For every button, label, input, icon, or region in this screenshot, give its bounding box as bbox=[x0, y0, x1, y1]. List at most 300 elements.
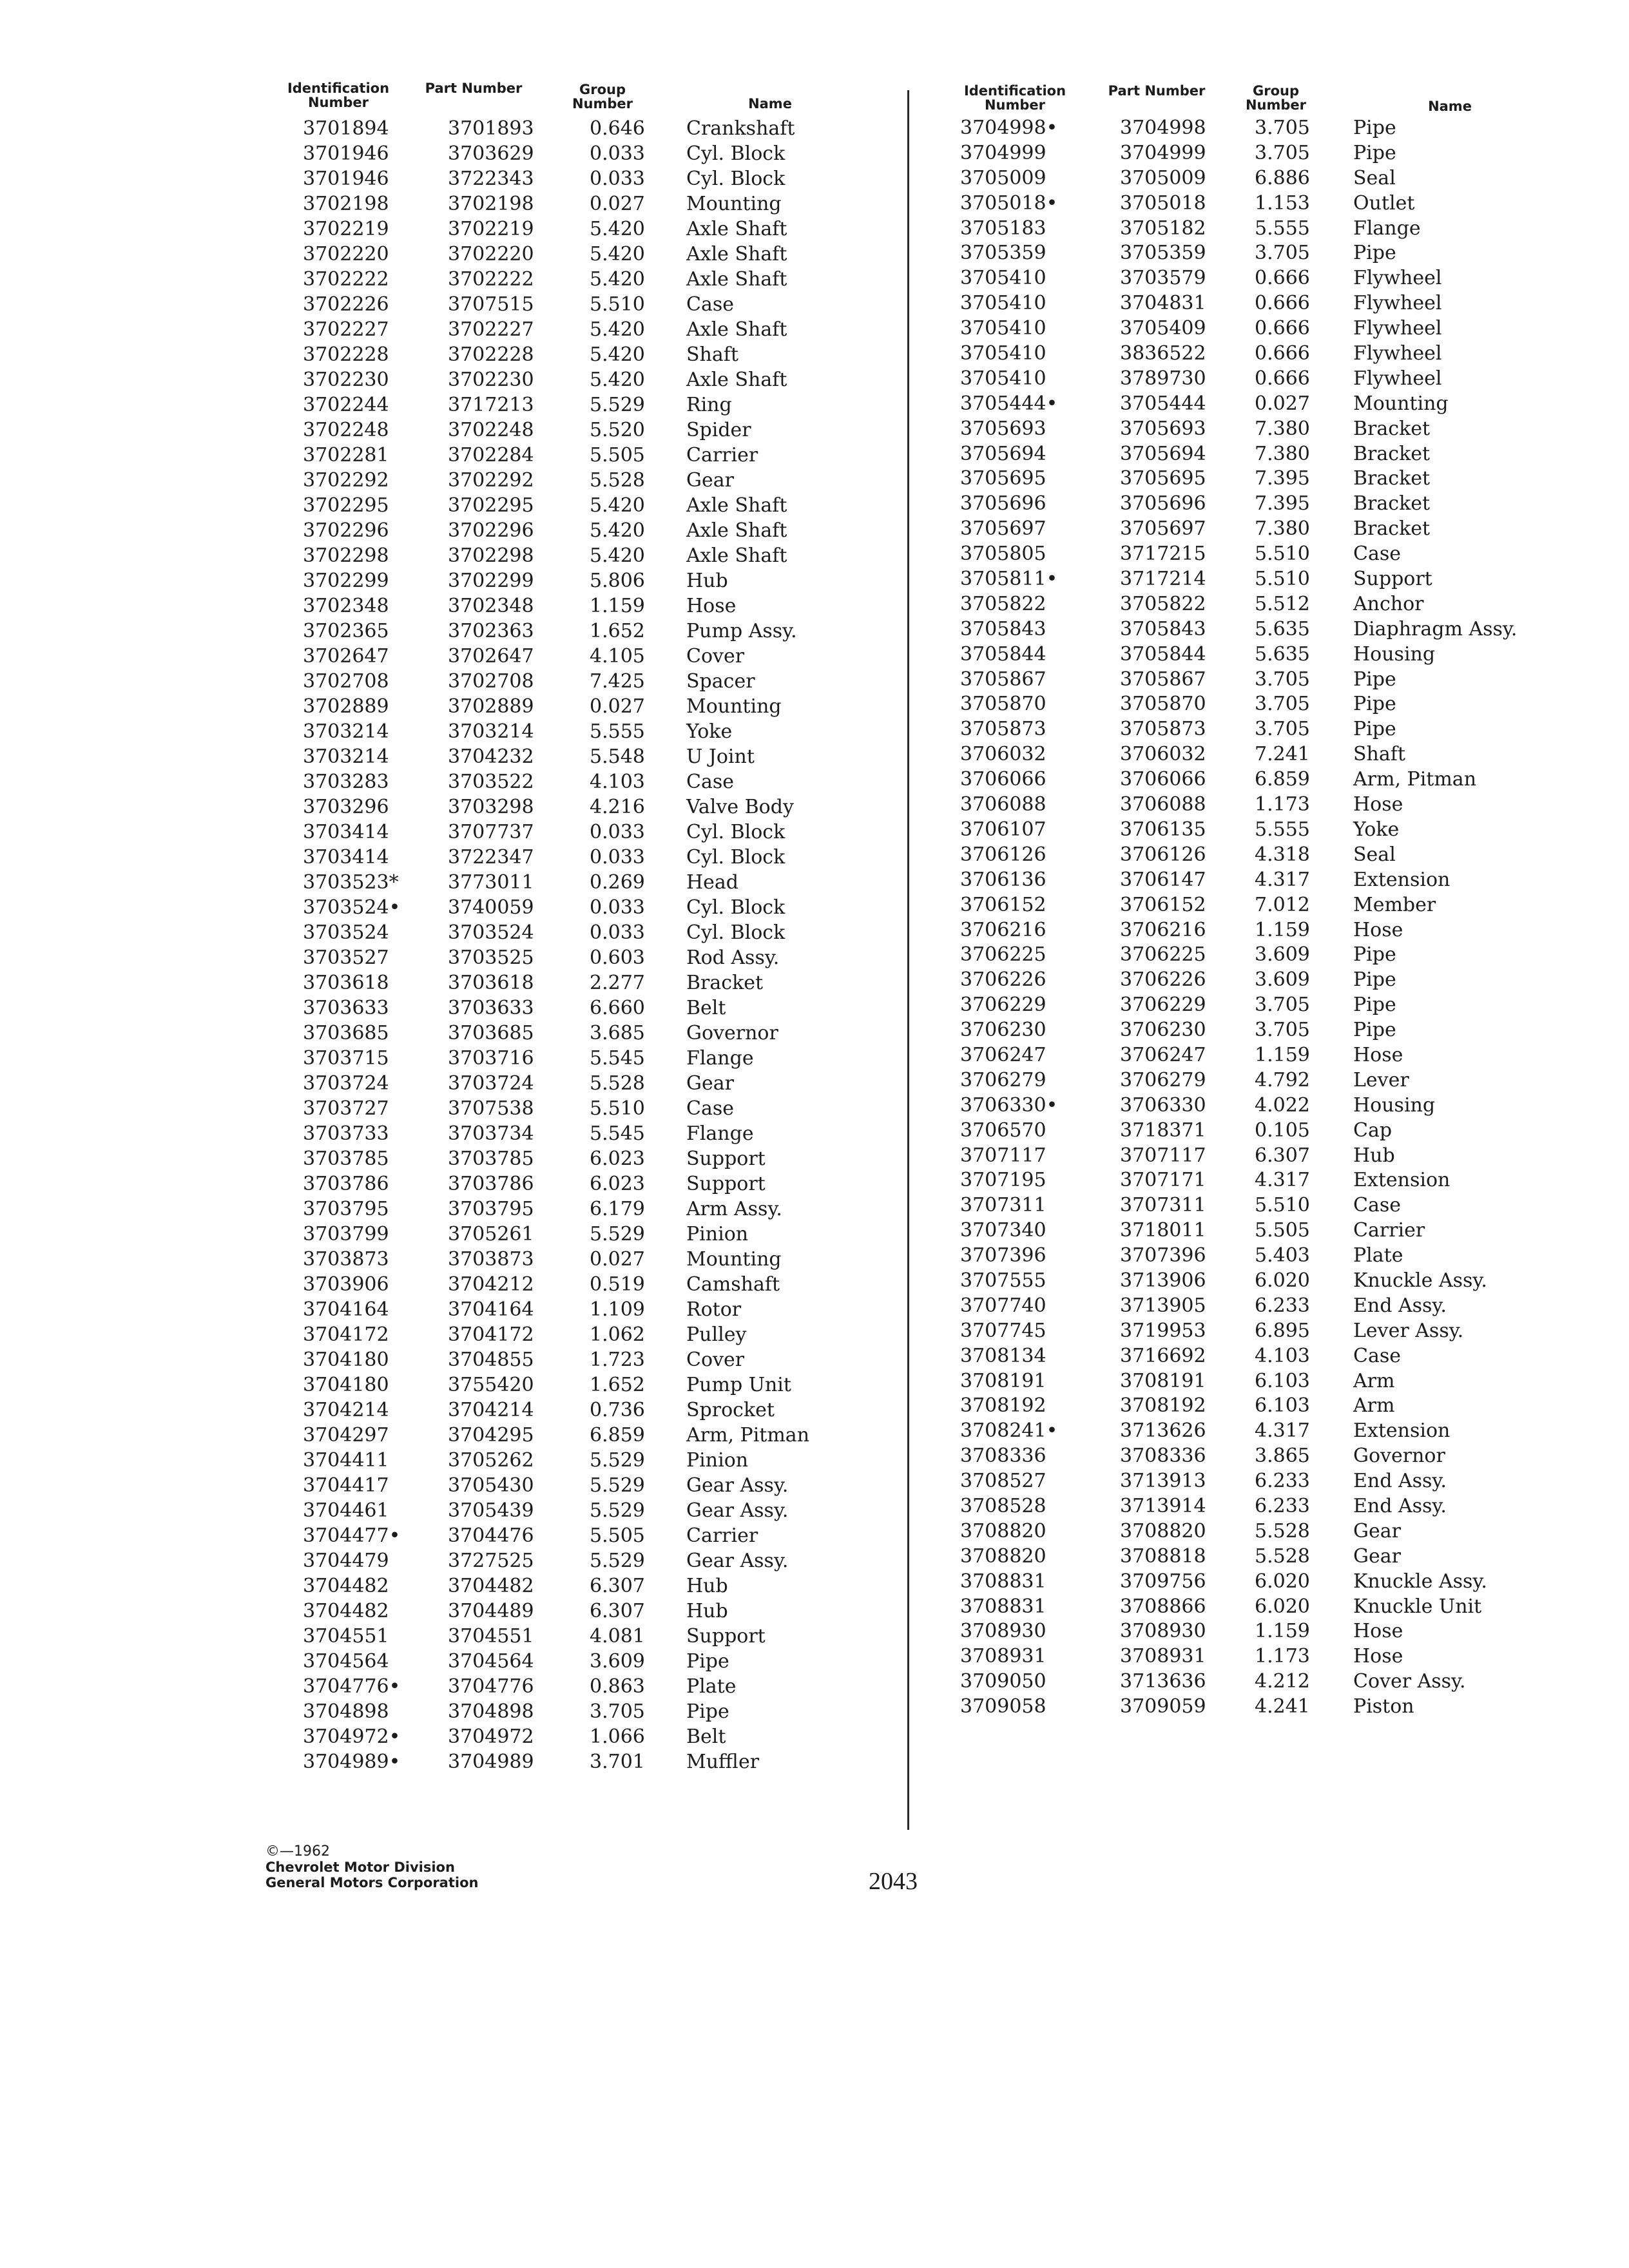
part-number-cell: 3703785 bbox=[448, 1148, 534, 1170]
table-row bbox=[941, 567, 1540, 592]
name-cell: Carrier bbox=[686, 1524, 758, 1547]
part-number-cell: 3706330 bbox=[1120, 1093, 1206, 1117]
table-row bbox=[274, 593, 883, 619]
column-divider bbox=[907, 90, 909, 1830]
name-cell: Pinion bbox=[686, 1449, 749, 1472]
name-cell: Cap bbox=[1353, 1119, 1393, 1142]
group-number-cell: 6.895 bbox=[1255, 1319, 1310, 1342]
identification-number-cell: 3705811• bbox=[960, 568, 1058, 591]
name-cell: Shaft bbox=[1353, 743, 1405, 766]
group-number-cell: 5.420 bbox=[590, 318, 645, 341]
part-number-cell: 3701893 bbox=[448, 117, 534, 140]
name-cell: Axle Shaft bbox=[686, 494, 787, 517]
table-row bbox=[274, 1624, 883, 1649]
table-row bbox=[941, 1669, 1540, 1695]
part-number-cell: 3709756 bbox=[1120, 1570, 1206, 1593]
identification-number-cell: 3702889 bbox=[303, 695, 389, 718]
name-cell: Seal bbox=[1353, 166, 1396, 189]
identification-number-cell: 3702281 bbox=[303, 444, 389, 466]
group-number-cell: 5.420 bbox=[590, 519, 645, 542]
part-number-cell: 3702298 bbox=[448, 544, 534, 567]
identification-number-cell: 3705843 bbox=[960, 617, 1046, 640]
group-number-cell: 1.109 bbox=[590, 1298, 645, 1321]
identification-number-cell: 3702365 bbox=[303, 620, 389, 642]
group-number-cell: 0.863 bbox=[590, 1675, 645, 1698]
name-cell: Support bbox=[1353, 568, 1432, 591]
name-cell: Rotor bbox=[686, 1298, 742, 1321]
table-row bbox=[941, 1444, 1540, 1469]
group-number-cell: 3.701 bbox=[590, 1751, 645, 1773]
identification-number-cell: 3702295 bbox=[303, 494, 389, 517]
group-number-cell: 5.520 bbox=[590, 419, 645, 441]
name-cell: Mounting bbox=[686, 1248, 782, 1271]
identification-number-cell: 3702299 bbox=[303, 570, 389, 592]
group-number-cell: 4.317 bbox=[1255, 1419, 1310, 1443]
table-row bbox=[941, 191, 1540, 216]
table-row bbox=[941, 1294, 1540, 1319]
name-cell: Arm bbox=[1353, 1369, 1395, 1392]
name-cell: End Assy. bbox=[1353, 1470, 1447, 1493]
name-cell: Arm, Pitman bbox=[1353, 768, 1477, 791]
table-row bbox=[941, 442, 1540, 467]
left-table-header bbox=[274, 76, 883, 116]
part-number-cell: 3719953 bbox=[1120, 1319, 1206, 1342]
name-cell: Support bbox=[686, 1625, 766, 1648]
part-number-cell: 3708930 bbox=[1120, 1620, 1206, 1643]
identification-number-cell: 3702298 bbox=[303, 544, 389, 567]
copyright-year: ©—1962 bbox=[265, 1843, 330, 1860]
name-cell: Hub bbox=[686, 1600, 728, 1622]
table-row bbox=[274, 995, 883, 1021]
group-number-cell: 5.529 bbox=[590, 1449, 645, 1472]
name-cell: Bracket bbox=[1353, 517, 1431, 541]
table-row bbox=[941, 316, 1540, 341]
group-number-cell: 5.420 bbox=[590, 544, 645, 567]
part-number-cell: 3702889 bbox=[448, 695, 534, 718]
identification-number-cell: 3702222 bbox=[303, 268, 389, 291]
group-number-cell: 4.241 bbox=[1255, 1695, 1310, 1718]
name-cell: Knuckle Assy. bbox=[1353, 1269, 1487, 1292]
group-number-cell: 3.705 bbox=[1255, 242, 1310, 265]
name-cell: Axle Shaft bbox=[686, 544, 787, 567]
part-number-cell: 3702220 bbox=[448, 243, 534, 265]
name-cell: Cyl. Block bbox=[686, 896, 786, 919]
table-row bbox=[274, 493, 883, 518]
group-number-cell: 5.555 bbox=[590, 720, 645, 743]
group-number-cell: 5.505 bbox=[1255, 1219, 1310, 1242]
part-number-cell: 3707117 bbox=[1120, 1144, 1206, 1167]
name-cell: Sprocket bbox=[686, 1399, 775, 1421]
identification-number-cell: 3706032 bbox=[960, 743, 1046, 766]
identification-number-cell: 3705410 bbox=[960, 317, 1046, 340]
part-number-cell: 3704476 bbox=[448, 1524, 534, 1547]
part-number-cell: 3717214 bbox=[1120, 568, 1206, 591]
name-cell: Hose bbox=[686, 595, 737, 617]
part-number-cell: 3717213 bbox=[448, 394, 534, 416]
table-row bbox=[274, 1423, 883, 1448]
identification-number-cell: 3703786 bbox=[303, 1173, 389, 1195]
group-number-cell: 7.241 bbox=[1255, 743, 1310, 766]
part-number-cell: 3722343 bbox=[448, 168, 534, 190]
identification-number-cell: 3707195 bbox=[960, 1169, 1046, 1192]
group-number-cell: 3.609 bbox=[1255, 968, 1310, 992]
table-row bbox=[941, 1469, 1540, 1494]
name-cell: Hub bbox=[686, 570, 728, 592]
identification-number-cell: 3705867 bbox=[960, 668, 1046, 691]
part-number-cell: 3703873 bbox=[448, 1248, 534, 1271]
part-number-cell: 3706247 bbox=[1120, 1043, 1206, 1066]
group-number-cell: 0.519 bbox=[590, 1273, 645, 1296]
group-number-cell: 6.307 bbox=[1255, 1144, 1310, 1167]
group-number-cell: 5.403 bbox=[1255, 1244, 1310, 1267]
group-number-cell: 5.510 bbox=[590, 293, 645, 316]
table-row bbox=[941, 1119, 1540, 1144]
name-cell: Pipe bbox=[1353, 668, 1396, 691]
table-row bbox=[274, 1322, 883, 1347]
group-number-cell: 5.635 bbox=[1255, 642, 1310, 666]
table-row bbox=[941, 1168, 1540, 1193]
part-number-cell: 3702299 bbox=[448, 570, 534, 592]
part-number-cell: 3703633 bbox=[448, 997, 534, 1019]
part-number-cell: 3718011 bbox=[1120, 1219, 1206, 1242]
part-number-cell: 3705695 bbox=[1120, 467, 1206, 490]
part-number-cell: 3705018 bbox=[1120, 191, 1206, 215]
table-row bbox=[274, 141, 883, 166]
name-cell: Gear bbox=[1353, 1519, 1401, 1542]
group-number-cell: 0.033 bbox=[590, 846, 645, 869]
identification-number-cell: 3706136 bbox=[960, 868, 1046, 891]
group-number-cell: 0.027 bbox=[1255, 392, 1310, 415]
group-number-cell: 7.380 bbox=[1255, 417, 1310, 440]
name-cell: Governor bbox=[1353, 1445, 1445, 1468]
table-row bbox=[941, 1419, 1540, 1444]
identification-number-cell: 3706570 bbox=[960, 1119, 1046, 1142]
part-number-cell: 3705430 bbox=[448, 1474, 534, 1497]
table-row bbox=[941, 517, 1540, 542]
part-number-cell: 3703214 bbox=[448, 720, 534, 743]
group-number-cell: 3.685 bbox=[590, 1022, 645, 1044]
part-number-cell: 3702295 bbox=[448, 494, 534, 517]
identification-number-cell: 3702226 bbox=[303, 293, 389, 316]
table-row bbox=[941, 1068, 1540, 1093]
identification-number-cell: 3705410 bbox=[960, 342, 1046, 365]
identification-number-cell: 3706279 bbox=[960, 1068, 1046, 1091]
header-identification-number: Identification Number bbox=[963, 83, 1066, 113]
name-cell: Pinion bbox=[686, 1223, 749, 1245]
part-number-cell: 3706032 bbox=[1120, 743, 1206, 766]
table-row bbox=[941, 1043, 1540, 1068]
identification-number-cell: 3703296 bbox=[303, 796, 389, 818]
table-row bbox=[274, 1473, 883, 1498]
table-row bbox=[941, 592, 1540, 617]
table-row bbox=[274, 1046, 883, 1071]
group-number-cell: 6.660 bbox=[590, 997, 645, 1019]
part-number-cell: 3713913 bbox=[1120, 1470, 1206, 1493]
table-row bbox=[274, 895, 883, 920]
name-cell: U Joint bbox=[686, 745, 755, 768]
group-number-cell: 0.666 bbox=[1255, 267, 1310, 290]
identification-number-cell: 3706247 bbox=[960, 1043, 1046, 1066]
part-number-cell: 3705822 bbox=[1120, 592, 1206, 615]
name-cell: Pipe bbox=[1353, 943, 1396, 966]
part-number-cell: 3704214 bbox=[448, 1399, 534, 1421]
name-cell: Camshaft bbox=[686, 1273, 780, 1296]
header-name: Name bbox=[1428, 99, 1472, 114]
part-number-cell: 3702228 bbox=[448, 343, 534, 366]
table-row bbox=[274, 443, 883, 468]
part-number-cell: 3706279 bbox=[1120, 1068, 1206, 1091]
identification-number-cell: 3702647 bbox=[303, 645, 389, 668]
identification-number-cell: 3704898 bbox=[303, 1700, 389, 1723]
table-row bbox=[941, 893, 1540, 918]
group-number-cell: 5.510 bbox=[1255, 568, 1310, 591]
table-row bbox=[941, 417, 1540, 442]
table-row bbox=[941, 968, 1540, 993]
group-number-cell: 0.666 bbox=[1255, 292, 1310, 315]
group-number-cell: 5.505 bbox=[590, 444, 645, 466]
identification-number-cell: 3704180 bbox=[303, 1349, 389, 1371]
identification-number-cell: 3707396 bbox=[960, 1244, 1046, 1267]
group-number-cell: 5.555 bbox=[1255, 818, 1310, 841]
table-row bbox=[274, 1272, 883, 1297]
right-table-header bbox=[941, 76, 1540, 116]
table-row bbox=[274, 1573, 883, 1599]
identification-number-cell: 3706126 bbox=[960, 843, 1046, 866]
name-cell: Extension bbox=[1353, 868, 1451, 891]
identification-number-cell: 3703727 bbox=[303, 1097, 389, 1120]
part-number-cell: 3705867 bbox=[1120, 668, 1206, 691]
group-number-cell: 0.666 bbox=[1255, 317, 1310, 340]
part-number-cell: 3704164 bbox=[448, 1298, 534, 1321]
name-cell: Axle Shaft bbox=[686, 243, 787, 265]
identification-number-cell: 3703414 bbox=[303, 846, 389, 869]
table-row bbox=[274, 1749, 883, 1774]
identification-number-cell: 3708831 bbox=[960, 1570, 1046, 1593]
group-number-cell: 5.528 bbox=[590, 469, 645, 492]
identification-number-cell: 3703733 bbox=[303, 1122, 389, 1145]
part-number-cell: 3703786 bbox=[448, 1173, 534, 1195]
group-number-cell: 4.317 bbox=[1255, 868, 1310, 891]
part-number-cell: 3703522 bbox=[448, 771, 534, 793]
name-cell: Housing bbox=[1353, 642, 1436, 666]
identification-number-cell: 3705870 bbox=[960, 693, 1046, 716]
name-cell: End Assy. bbox=[1353, 1494, 1447, 1517]
identification-number-cell: 3703795 bbox=[303, 1198, 389, 1220]
identification-number-cell: 3703214 bbox=[303, 720, 389, 743]
identification-number-cell: 3703785 bbox=[303, 1148, 389, 1170]
table-row bbox=[941, 1344, 1540, 1369]
identification-number-cell: 3704411 bbox=[303, 1449, 389, 1472]
group-number-cell: 5.510 bbox=[1255, 1194, 1310, 1217]
table-row bbox=[274, 418, 883, 443]
table-row bbox=[941, 1595, 1540, 1620]
group-number-cell: 3.609 bbox=[590, 1650, 645, 1673]
table-row bbox=[941, 1269, 1540, 1294]
table-row bbox=[941, 1695, 1540, 1720]
name-cell: Pipe bbox=[1353, 994, 1396, 1017]
part-number-cell: 3704831 bbox=[1120, 292, 1206, 315]
table-row bbox=[274, 945, 883, 970]
table-row bbox=[941, 241, 1540, 266]
name-cell: Carrier bbox=[1353, 1219, 1425, 1242]
table-row bbox=[941, 818, 1540, 843]
group-number-cell: 1.159 bbox=[1255, 918, 1310, 941]
part-number-cell: 3717215 bbox=[1120, 543, 1206, 566]
group-number-cell: 5.420 bbox=[590, 218, 645, 240]
group-number-cell: 5.420 bbox=[590, 369, 645, 391]
name-cell: Case bbox=[686, 1097, 734, 1120]
name-cell: Head bbox=[686, 871, 739, 894]
group-number-cell: 0.033 bbox=[590, 168, 645, 190]
name-cell: Rod Assy. bbox=[686, 947, 780, 969]
group-number-cell: 3.705 bbox=[1255, 1019, 1310, 1042]
identification-number-cell: 3708831 bbox=[960, 1595, 1046, 1618]
name-cell: Support bbox=[686, 1173, 766, 1195]
table-row bbox=[941, 1244, 1540, 1269]
name-cell: Cover bbox=[686, 1349, 745, 1371]
name-cell: Axle Shaft bbox=[686, 218, 787, 240]
group-number-cell: 0.033 bbox=[590, 896, 645, 919]
part-number-cell: 3703579 bbox=[1120, 267, 1206, 290]
table-row bbox=[941, 843, 1540, 868]
name-cell: Spider bbox=[686, 419, 751, 441]
name-cell: Lever Assy. bbox=[1353, 1319, 1464, 1342]
name-cell: Pipe bbox=[1353, 117, 1396, 139]
identification-number-cell: 3701946 bbox=[303, 142, 389, 165]
identification-number-cell: 3706229 bbox=[960, 994, 1046, 1017]
part-number-cell: 3704232 bbox=[448, 745, 534, 768]
part-number-cell: 3703795 bbox=[448, 1198, 534, 1220]
name-cell: Carrier bbox=[686, 444, 758, 466]
table-row bbox=[274, 116, 883, 141]
identification-number-cell: 3708527 bbox=[960, 1470, 1046, 1493]
part-number-cell: 3703298 bbox=[448, 796, 534, 818]
name-cell: Pump Assy. bbox=[686, 620, 797, 642]
group-number-cell: 0.603 bbox=[590, 947, 645, 969]
table-row bbox=[941, 617, 1540, 642]
name-cell: Diaphragm Assy. bbox=[1353, 617, 1518, 640]
table-row bbox=[941, 466, 1540, 492]
name-cell: Flywheel bbox=[1353, 292, 1442, 315]
name-cell: Bracket bbox=[1353, 442, 1431, 465]
name-cell: Belt bbox=[686, 1725, 726, 1748]
identification-number-cell: 3704172 bbox=[303, 1323, 389, 1346]
table-row bbox=[274, 970, 883, 995]
identification-number-cell: 3705805 bbox=[960, 543, 1046, 566]
name-cell: Pipe bbox=[686, 1700, 729, 1723]
group-number-cell: 4.318 bbox=[1255, 843, 1310, 866]
group-number-cell: 6.020 bbox=[1255, 1269, 1310, 1292]
name-cell: Gear Assy. bbox=[686, 1474, 789, 1497]
table-row bbox=[941, 1644, 1540, 1669]
identification-number-cell: 3703214 bbox=[303, 745, 389, 768]
part-number-cell: 3740059 bbox=[448, 896, 534, 919]
name-cell: Case bbox=[1353, 1194, 1401, 1217]
name-cell: Yoke bbox=[686, 720, 733, 743]
identification-number-cell: 3704551 bbox=[303, 1625, 389, 1648]
identification-number-cell: 3702220 bbox=[303, 243, 389, 265]
group-number-cell: 0.033 bbox=[590, 921, 645, 944]
part-number-cell: 3705696 bbox=[1120, 492, 1206, 515]
group-number-cell: 4.317 bbox=[1255, 1169, 1310, 1192]
part-number-cell: 3702363 bbox=[448, 620, 534, 642]
identification-number-cell: 3705183 bbox=[960, 216, 1046, 240]
group-number-cell: 4.792 bbox=[1255, 1068, 1310, 1091]
group-number-cell: 6.859 bbox=[590, 1424, 645, 1446]
name-cell: Hose bbox=[1353, 1645, 1403, 1668]
part-number-cell: 3706226 bbox=[1120, 968, 1206, 992]
group-number-cell: 7.380 bbox=[1255, 517, 1310, 541]
copyright-footer bbox=[265, 1844, 478, 1890]
identification-number-cell: 3707117 bbox=[960, 1144, 1046, 1167]
identification-number-cell: 3706216 bbox=[960, 918, 1046, 941]
part-number-cell: 3707396 bbox=[1120, 1244, 1206, 1267]
part-number-cell: 3722347 bbox=[448, 846, 534, 869]
table-row bbox=[941, 668, 1540, 693]
identification-number-cell: 3704479 bbox=[303, 1550, 389, 1572]
group-number-cell: 3.705 bbox=[1255, 994, 1310, 1017]
identification-number-cell: 3702292 bbox=[303, 469, 389, 492]
table-row bbox=[274, 468, 883, 493]
name-cell: Housing bbox=[1353, 1093, 1436, 1117]
table-row bbox=[274, 317, 883, 342]
part-number-cell: 3705444 bbox=[1120, 392, 1206, 415]
part-number-cell: 3703525 bbox=[448, 947, 534, 969]
part-number-cell: 3706225 bbox=[1120, 943, 1206, 966]
identification-number-cell: 3702198 bbox=[303, 193, 389, 215]
table-row bbox=[941, 1544, 1540, 1570]
table-row bbox=[274, 392, 883, 418]
table-row bbox=[941, 1570, 1540, 1595]
part-number-cell: 3704489 bbox=[448, 1600, 534, 1622]
right-table-rows bbox=[941, 116, 1540, 1720]
table-row bbox=[941, 1018, 1540, 1043]
part-number-cell: 3702248 bbox=[448, 419, 534, 441]
part-number-cell: 3705693 bbox=[1120, 417, 1206, 440]
group-number-cell: 1.173 bbox=[1255, 1645, 1310, 1668]
group-number-cell: 7.395 bbox=[1255, 492, 1310, 515]
left-parts-table bbox=[274, 76, 883, 1774]
group-number-cell: 6.233 bbox=[1255, 1294, 1310, 1317]
part-number-cell: 3704564 bbox=[448, 1650, 534, 1673]
part-number-cell: 3704998 bbox=[1120, 117, 1206, 139]
group-number-cell: 0.666 bbox=[1255, 367, 1310, 390]
table-row bbox=[941, 793, 1540, 818]
part-number-cell: 3703734 bbox=[448, 1122, 534, 1145]
part-number-cell: 3705359 bbox=[1120, 242, 1206, 265]
table-row bbox=[274, 744, 883, 769]
name-cell: Support bbox=[686, 1148, 766, 1170]
table-row bbox=[274, 568, 883, 593]
name-cell: Pipe bbox=[686, 1650, 729, 1673]
name-cell: Cyl. Block bbox=[686, 168, 786, 190]
identification-number-cell: 3702296 bbox=[303, 519, 389, 542]
identification-number-cell: 3704461 bbox=[303, 1499, 389, 1522]
table-row bbox=[941, 216, 1540, 242]
identification-number-cell: 3705873 bbox=[960, 718, 1046, 741]
group-number-cell: 1.062 bbox=[590, 1323, 645, 1346]
group-number-cell: 5.420 bbox=[590, 268, 645, 291]
name-cell: Seal bbox=[1353, 843, 1396, 866]
name-cell: Pipe bbox=[1353, 718, 1396, 741]
name-cell: Belt bbox=[686, 997, 726, 1019]
group-number-cell: 6.103 bbox=[1255, 1369, 1310, 1392]
table-row bbox=[941, 1193, 1540, 1218]
table-row bbox=[941, 392, 1540, 417]
group-number-cell: 6.103 bbox=[1255, 1394, 1310, 1418]
name-cell: Pipe bbox=[1353, 141, 1396, 164]
part-number-cell: 3704776 bbox=[448, 1675, 534, 1698]
